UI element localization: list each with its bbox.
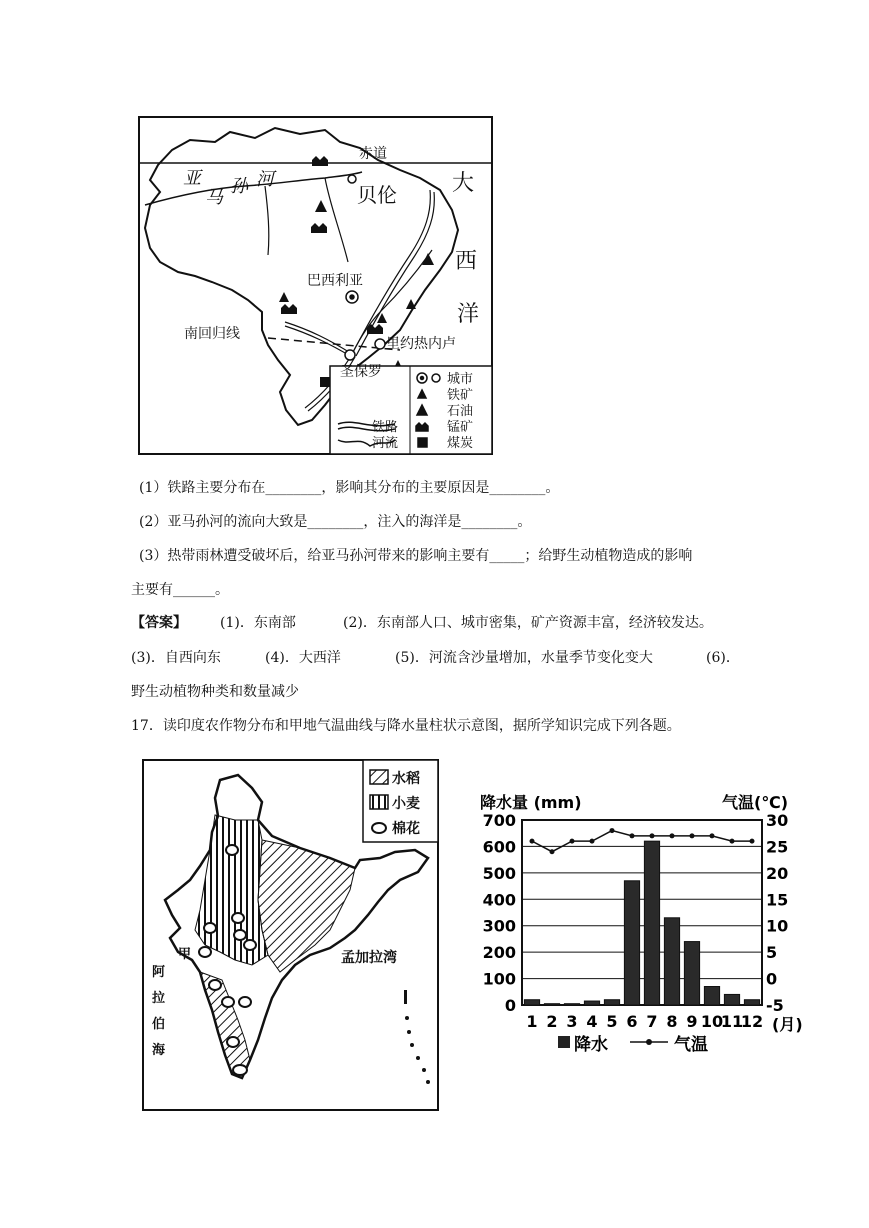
answer-3: (3)．自西向东 <box>131 650 221 666</box>
arabian-sea-2: 拉 <box>152 991 166 1006</box>
legend-temp-label: 气温 <box>674 1035 708 1055</box>
temp-point <box>630 833 635 838</box>
amazon-label-3: 孙 <box>230 176 248 197</box>
temp-point <box>590 839 595 844</box>
precip-bar <box>644 841 659 1005</box>
amazon-label-2: 马 <box>205 187 223 208</box>
legend-river: 河流 <box>372 436 399 451</box>
y2-tick-label: 15 <box>766 890 789 910</box>
temp-point <box>650 833 655 838</box>
y2-tick-label: 25 <box>766 837 789 857</box>
cotton-icon <box>244 940 256 950</box>
temp-point <box>610 828 615 833</box>
legend-precip-label: 降水 <box>574 1035 608 1055</box>
temp-point <box>690 833 695 838</box>
y-tick-label: 0 <box>504 996 516 1015</box>
x-tick-label: 9 <box>686 1012 698 1031</box>
temp-line <box>532 831 752 852</box>
wheat-legend-label: 小麦 <box>392 796 420 812</box>
belem-city-icon <box>348 175 356 183</box>
y2-tick-label: -5 <box>766 996 784 1015</box>
y-tick-label: 100 <box>482 969 516 989</box>
precip-bar <box>524 1000 539 1005</box>
answer-label: 【答案】 <box>131 615 187 631</box>
temp-point <box>750 839 755 844</box>
x-tick-label: 5 <box>606 1012 618 1031</box>
brazil-map <box>0 0 869 470</box>
legend-iron: 铁矿 <box>447 388 474 403</box>
rice-legend-label: 水稻 <box>392 771 420 787</box>
india-map <box>0 740 470 1120</box>
cotton-icon <box>209 980 221 990</box>
legend-oil: 石油 <box>447 404 474 419</box>
atlantic-label-2: 西 <box>455 249 478 274</box>
climate-chart <box>470 780 840 1070</box>
x-tick-label: 3 <box>566 1012 578 1031</box>
bay-of-bengal-label: 孟加拉湾 <box>341 950 397 966</box>
precip-bar <box>704 987 719 1006</box>
precip-bar <box>544 1004 559 1005</box>
arabian-sea-3: 伯 <box>152 1017 166 1032</box>
answer-6: (6)． <box>706 650 740 666</box>
rio-label: 里约热内卢 <box>386 336 456 352</box>
y2-tick-label: 0 <box>766 969 778 989</box>
precip-bar <box>564 1004 579 1005</box>
temp-point <box>710 833 715 838</box>
brasilia-label: 巴西利亚 <box>307 273 363 289</box>
answer-1: (1)．东南部 <box>220 615 296 631</box>
x-tick-label: 12 <box>740 1012 764 1031</box>
x-tick-label: 1 <box>526 1012 538 1031</box>
y-tick-label: 300 <box>482 916 516 936</box>
cotton-icon <box>234 930 246 940</box>
precip-bar <box>724 994 739 1005</box>
cotton-icon <box>199 947 211 957</box>
cotton-legend-swatch <box>372 823 386 833</box>
legend-city: 城市 <box>447 372 474 387</box>
belem-label: 贝伦 <box>357 183 397 207</box>
atlantic-label-1: 大 <box>452 171 475 196</box>
y-tick-label: 600 <box>482 837 516 857</box>
atlantic-label-3: 洋 <box>457 302 480 327</box>
answer-2: (2)．东南部人口、城市密集，矿产资源丰富，经济较发达。 <box>343 615 713 631</box>
saopaulo-label: 圣保罗 <box>340 364 382 380</box>
amazon-label-4: 河 <box>256 169 274 190</box>
precip-bar <box>744 1000 759 1005</box>
temp-point <box>670 833 675 838</box>
legend-railway: 铁路 <box>372 420 399 435</box>
y2-tick-label: 5 <box>766 943 778 963</box>
saopaulo-city-icon <box>345 350 355 360</box>
y-tick-label: 400 <box>482 890 516 910</box>
temp-point <box>550 849 555 854</box>
cotton-icon <box>239 997 251 1007</box>
answer-6-text: 野生动植物种类和数量减少 <box>131 684 299 700</box>
x-tick-label: 4 <box>586 1012 598 1031</box>
cotton-icon <box>204 923 216 933</box>
question-1: (1）铁路主要分布在________，影响其分布的主要原因是________。 <box>139 480 560 496</box>
answer-4: (4)．大西洋 <box>265 650 341 666</box>
y2-tick-label: 10 <box>766 916 789 936</box>
cotton-icon <box>226 845 238 855</box>
rio-city-icon <box>375 339 385 349</box>
equator-label: 赤道 <box>359 146 387 162</box>
temp-point <box>730 839 735 844</box>
x-tick-label: 7 <box>646 1012 658 1031</box>
arabian-sea-4: 海 <box>152 1043 166 1058</box>
question-17: 17．读印度农作物分布和甲地气温曲线与降水量柱状示意图，据所学知识完成下列各题。 <box>131 718 681 734</box>
x-tick-label: 6 <box>626 1012 638 1031</box>
precip-bar <box>624 881 639 1005</box>
y-tick-label: 200 <box>482 943 516 963</box>
x-tick-label: 10 <box>700 1012 724 1031</box>
x-tick-label: 11 <box>720 1012 744 1031</box>
x-tick-label: 2 <box>546 1012 558 1031</box>
precip-bar <box>584 1001 599 1005</box>
tropic-label: 南回归线 <box>184 326 240 342</box>
chart-y2label: 气温(℃) <box>722 793 789 812</box>
answer-5: (5)．河流含沙量增加，水量季节变化变大 <box>395 650 653 666</box>
question-2: (2）亚马孙河的流向大致是________，注入的海洋是________。 <box>139 514 532 530</box>
cotton-legend-label: 棉花 <box>392 821 420 837</box>
cotton-icon <box>227 1037 239 1047</box>
y-tick-label: 700 <box>482 811 516 830</box>
chart-ylabel: 降水量 (mm) <box>480 793 582 812</box>
y-tick-label: 500 <box>482 863 516 883</box>
precip-bar <box>604 1000 619 1005</box>
legend-bar-swatch <box>558 1036 570 1048</box>
cotton-icon <box>233 1065 247 1075</box>
jia-label: 甲 <box>178 947 192 962</box>
x-tick-label: 8 <box>666 1012 678 1031</box>
precip-bar <box>664 918 679 1005</box>
chart-xunit: (月) <box>772 1015 803 1034</box>
temp-point <box>570 839 575 844</box>
temp-point <box>530 839 535 844</box>
question-3-line-1: (3）热带雨林遭受破坏后，给亚马孙河带来的影响主要有_____；给野生动植物造成的影响 <box>139 548 693 564</box>
cotton-icon <box>232 913 244 923</box>
amazon-label-1: 亚 <box>183 168 201 189</box>
legend-coal: 煤炭 <box>447 436 474 451</box>
rice-legend-swatch <box>370 770 388 784</box>
y2-tick-label: 30 <box>766 811 789 830</box>
legend-manganese: 锰矿 <box>447 420 474 435</box>
coal-icon <box>320 377 330 387</box>
precip-bar <box>684 942 699 1005</box>
cotton-icon <box>222 997 234 1007</box>
arabian-sea-1: 阿 <box>152 965 166 980</box>
wheat-legend-swatch <box>370 795 388 809</box>
question-3-line-2: 主要有______。 <box>131 582 229 598</box>
y2-tick-label: 20 <box>766 863 789 883</box>
